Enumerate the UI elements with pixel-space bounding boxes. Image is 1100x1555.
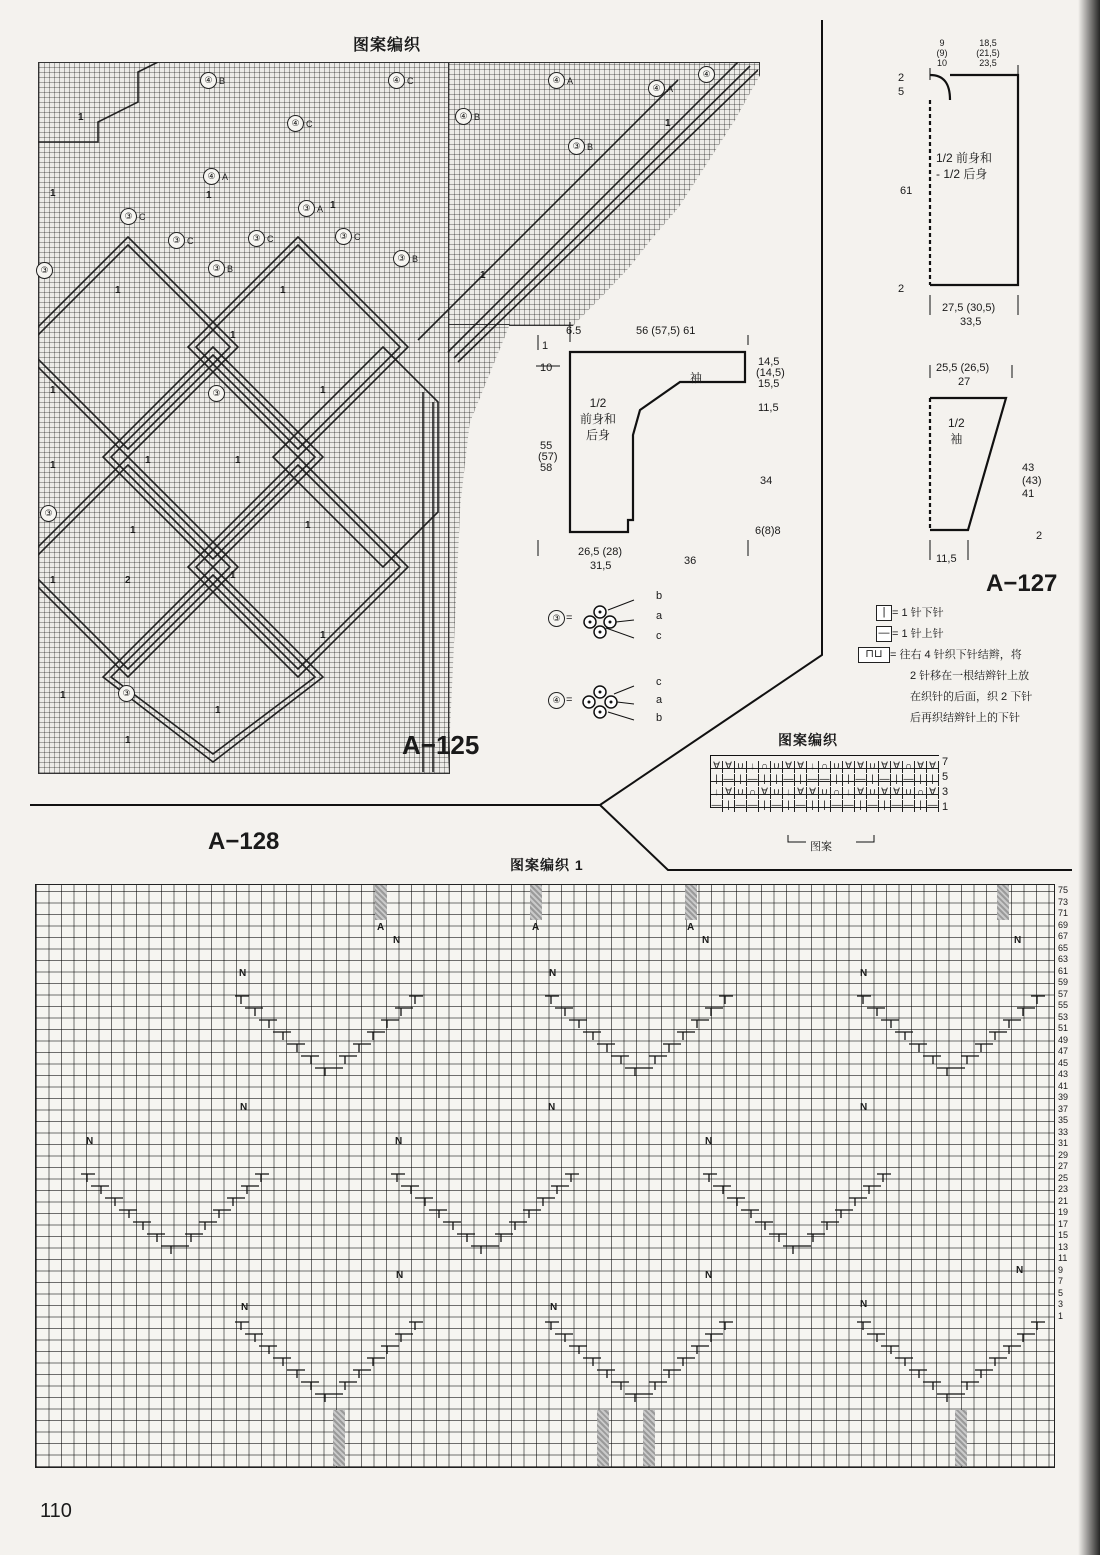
n-mark: N — [393, 935, 401, 946]
chart-number: 1 — [60, 690, 66, 701]
n-mark: N — [1014, 935, 1022, 946]
chart-number: 1 — [78, 112, 84, 123]
dim-label: 56 (57,5) 61 — [636, 325, 696, 337]
dim-label: 5 — [898, 86, 905, 98]
chart-number: 1 — [305, 520, 311, 531]
circle-mark: ③ B — [393, 250, 418, 267]
caption-bracket — [786, 835, 876, 849]
dim-label: 58 — [540, 462, 553, 474]
small-chart-title: 图案编织 — [778, 732, 838, 748]
a-mark: A — [377, 922, 385, 933]
n-mark: N — [239, 968, 247, 979]
circle-mark: ④ A — [648, 80, 673, 97]
dim-label: 34 — [760, 475, 773, 487]
circle-mark-single: ③ — [40, 505, 57, 522]
a128-chart-title: 图案编织 1 — [510, 857, 584, 873]
n-mark: N — [860, 1102, 868, 1113]
body-label: 1/2 前身和 - 1/2 后身 — [936, 151, 993, 181]
dim-label: 11,5 — [758, 402, 779, 414]
circle-mark: ③ B — [208, 260, 233, 277]
chart-number: 1 — [145, 455, 151, 466]
a-mark: A — [532, 922, 540, 933]
dim-label: 2 — [898, 72, 905, 84]
body-label: 1/2 前身和 后身 — [579, 396, 616, 442]
n-mark: N — [705, 1136, 713, 1147]
circle-mark: ③ A — [298, 200, 323, 217]
n-mark: N — [240, 1102, 248, 1113]
dim-label: 1 — [542, 340, 549, 352]
binding-shadow — [1078, 0, 1100, 1555]
circle-mark: ③ C — [120, 208, 146, 225]
small-pattern-chart: ∀ ∀ ∪ ↓ ∩ ∪ ∀ ∀ ↓ ∩ ∪ ∀ ∀ ∪ ∀ ∀ ∩ ∀ ∀ | — | — | | — | — — | | — | — | — | | ↓ ∀ ∪ ∩ ∀ ∪ ↓ ∀ ∀ ∪ ∩ ↓ ∀ ∪ ∀ ∀ ∪ ∩ ∀ — | — — | — | — | | — — | — | — — | — — [710, 755, 939, 808]
circle-mark: ③ C — [248, 230, 274, 247]
n-mark: N — [860, 968, 868, 979]
chart-number: 1 — [50, 575, 56, 586]
legend-item: 在织针的后面，织 2 下针 — [910, 691, 1033, 703]
a127-body-schematic — [900, 60, 1030, 330]
sleeve-label: 1/2 袖 — [948, 416, 965, 446]
chart-number: 1 — [125, 735, 131, 746]
chart-number: 2 — [125, 575, 131, 586]
chart-number: 1 — [230, 570, 236, 581]
n-mark: N — [548, 1102, 556, 1113]
dim-label: 6.5 — [566, 325, 582, 337]
circle-mark: ④ C — [287, 115, 313, 132]
row-numbers: 75 73 71 69 67 65 63 61 59 57 55 53 51 49 47 45 43 41 39 37 35 33 31 29 27 25 23 21 19 17 15 13 11 9 7 5 3 1 — [1058, 885, 1069, 1321]
flower-symbol-3: ③ = b a c — [548, 590, 668, 650]
chart-number: 1 — [480, 270, 486, 281]
a127-sleeve-schematic — [920, 360, 1030, 570]
n-mark: N — [549, 968, 557, 979]
dim-label: 11,5 — [936, 553, 957, 565]
circle-mark: ④ B — [455, 108, 480, 125]
dim-label: 25,5 (26,5) — [936, 362, 990, 374]
chart-number: 1 — [320, 630, 326, 641]
n-mark: N — [860, 1299, 868, 1310]
a125-label: A−125 — [402, 730, 480, 760]
knit-symbol-icon: | — [876, 605, 892, 621]
purl-symbol-icon: — — [876, 626, 892, 642]
circle-mark: ④ A — [203, 168, 228, 185]
dim-label: 36 — [684, 555, 697, 567]
flower-symbol-4: ④ = c a b — [548, 672, 668, 732]
circle-mark-single: ③ — [208, 385, 225, 402]
dim-label: 33,5 — [960, 316, 982, 328]
chart-number: 1 — [130, 525, 136, 536]
a127-label: A−127 — [986, 570, 1058, 597]
legend-item: ⊓⊔ = 往右 4 针织下针结辫，将 — [858, 645, 1078, 666]
circle-mark: ③ B — [568, 138, 593, 155]
dim-label: 10 — [540, 362, 553, 374]
a128-label: A−128 — [208, 828, 280, 855]
circle-mark: ④ A — [548, 72, 573, 89]
dim-label: 55 — [540, 440, 553, 452]
dim-label: 2 — [1036, 530, 1043, 542]
n-mark: N — [86, 1136, 94, 1147]
page-number: 110 — [40, 1500, 72, 1522]
circle-mark-single: ③ — [118, 685, 135, 702]
chart-number: 1 — [665, 118, 671, 129]
legend-item: | = 1 针下针 — [858, 603, 1078, 624]
chart-number: 1 — [50, 188, 56, 199]
circle-mark: ④ B — [200, 72, 225, 89]
small-chart-rows: 7 5 3 1 — [942, 756, 949, 813]
cable-symbol-icon: ⊓⊔ — [858, 647, 890, 663]
a-mark: A — [687, 922, 695, 933]
chart-number: 1 — [320, 385, 326, 396]
chart-number: 1 — [206, 190, 212, 201]
circle-mark-single: ③ — [36, 262, 53, 279]
chart-number: 1 — [280, 285, 286, 296]
n-mark: N — [395, 1136, 403, 1147]
dim-label: (14,5) — [756, 367, 785, 379]
dim-label: 2 — [898, 283, 905, 295]
dim-label: 18,5 (21,5) 23,5 — [976, 38, 1000, 68]
dim-label: 31,5 — [590, 560, 612, 572]
dim-label: 15,5 — [758, 378, 780, 390]
chart-number: 1 — [235, 455, 241, 466]
chart-number: 1 — [330, 200, 336, 211]
dim-label: 27,5 (30,5) — [942, 302, 996, 314]
cable-motifs — [35, 884, 1053, 1466]
dim-label: 26,5 (28) — [578, 546, 623, 558]
dim-label: 9 (9) 10 — [936, 38, 948, 68]
circle-mark-single: ④ — [698, 66, 715, 83]
dim-label: 27 — [958, 376, 971, 388]
dim-label: 43 (43) 41 — [1022, 462, 1042, 500]
circle-mark: ③ C — [335, 228, 361, 245]
n-mark: N — [705, 1270, 713, 1281]
n-mark: N — [550, 1302, 558, 1313]
legend-item: 后再织结辫针上的下针 — [910, 712, 1020, 724]
circle-mark: ③ C — [168, 232, 194, 249]
n-mark: N — [241, 1302, 249, 1313]
stitch-legend — [858, 603, 1078, 729]
legend-item: — = 1 针上针 — [858, 624, 1078, 645]
circle-mark: ④ C — [388, 72, 414, 89]
sleeve-label: 袖 — [690, 371, 703, 385]
n-mark: N — [1016, 1265, 1024, 1276]
chart-number: 1 — [215, 705, 221, 716]
n-mark: N — [702, 935, 710, 946]
n-mark: N — [396, 1270, 404, 1281]
a125-title: 图案编织 — [353, 37, 422, 54]
dim-label: 6(8)8 — [755, 525, 781, 537]
small-chart-caption: 图案 — [810, 841, 832, 853]
chart-number: 1 — [50, 385, 56, 396]
legend-item: 2 针移在一根结辫针上放 — [910, 670, 1030, 682]
dim-label: 14,5 — [758, 356, 780, 368]
chart-number: 1 — [50, 460, 56, 471]
dim-label: 61 — [900, 185, 913, 197]
chart-number: 1 — [230, 330, 236, 341]
chart-number: 1 — [115, 285, 121, 296]
dim-label: (57) — [538, 451, 558, 463]
